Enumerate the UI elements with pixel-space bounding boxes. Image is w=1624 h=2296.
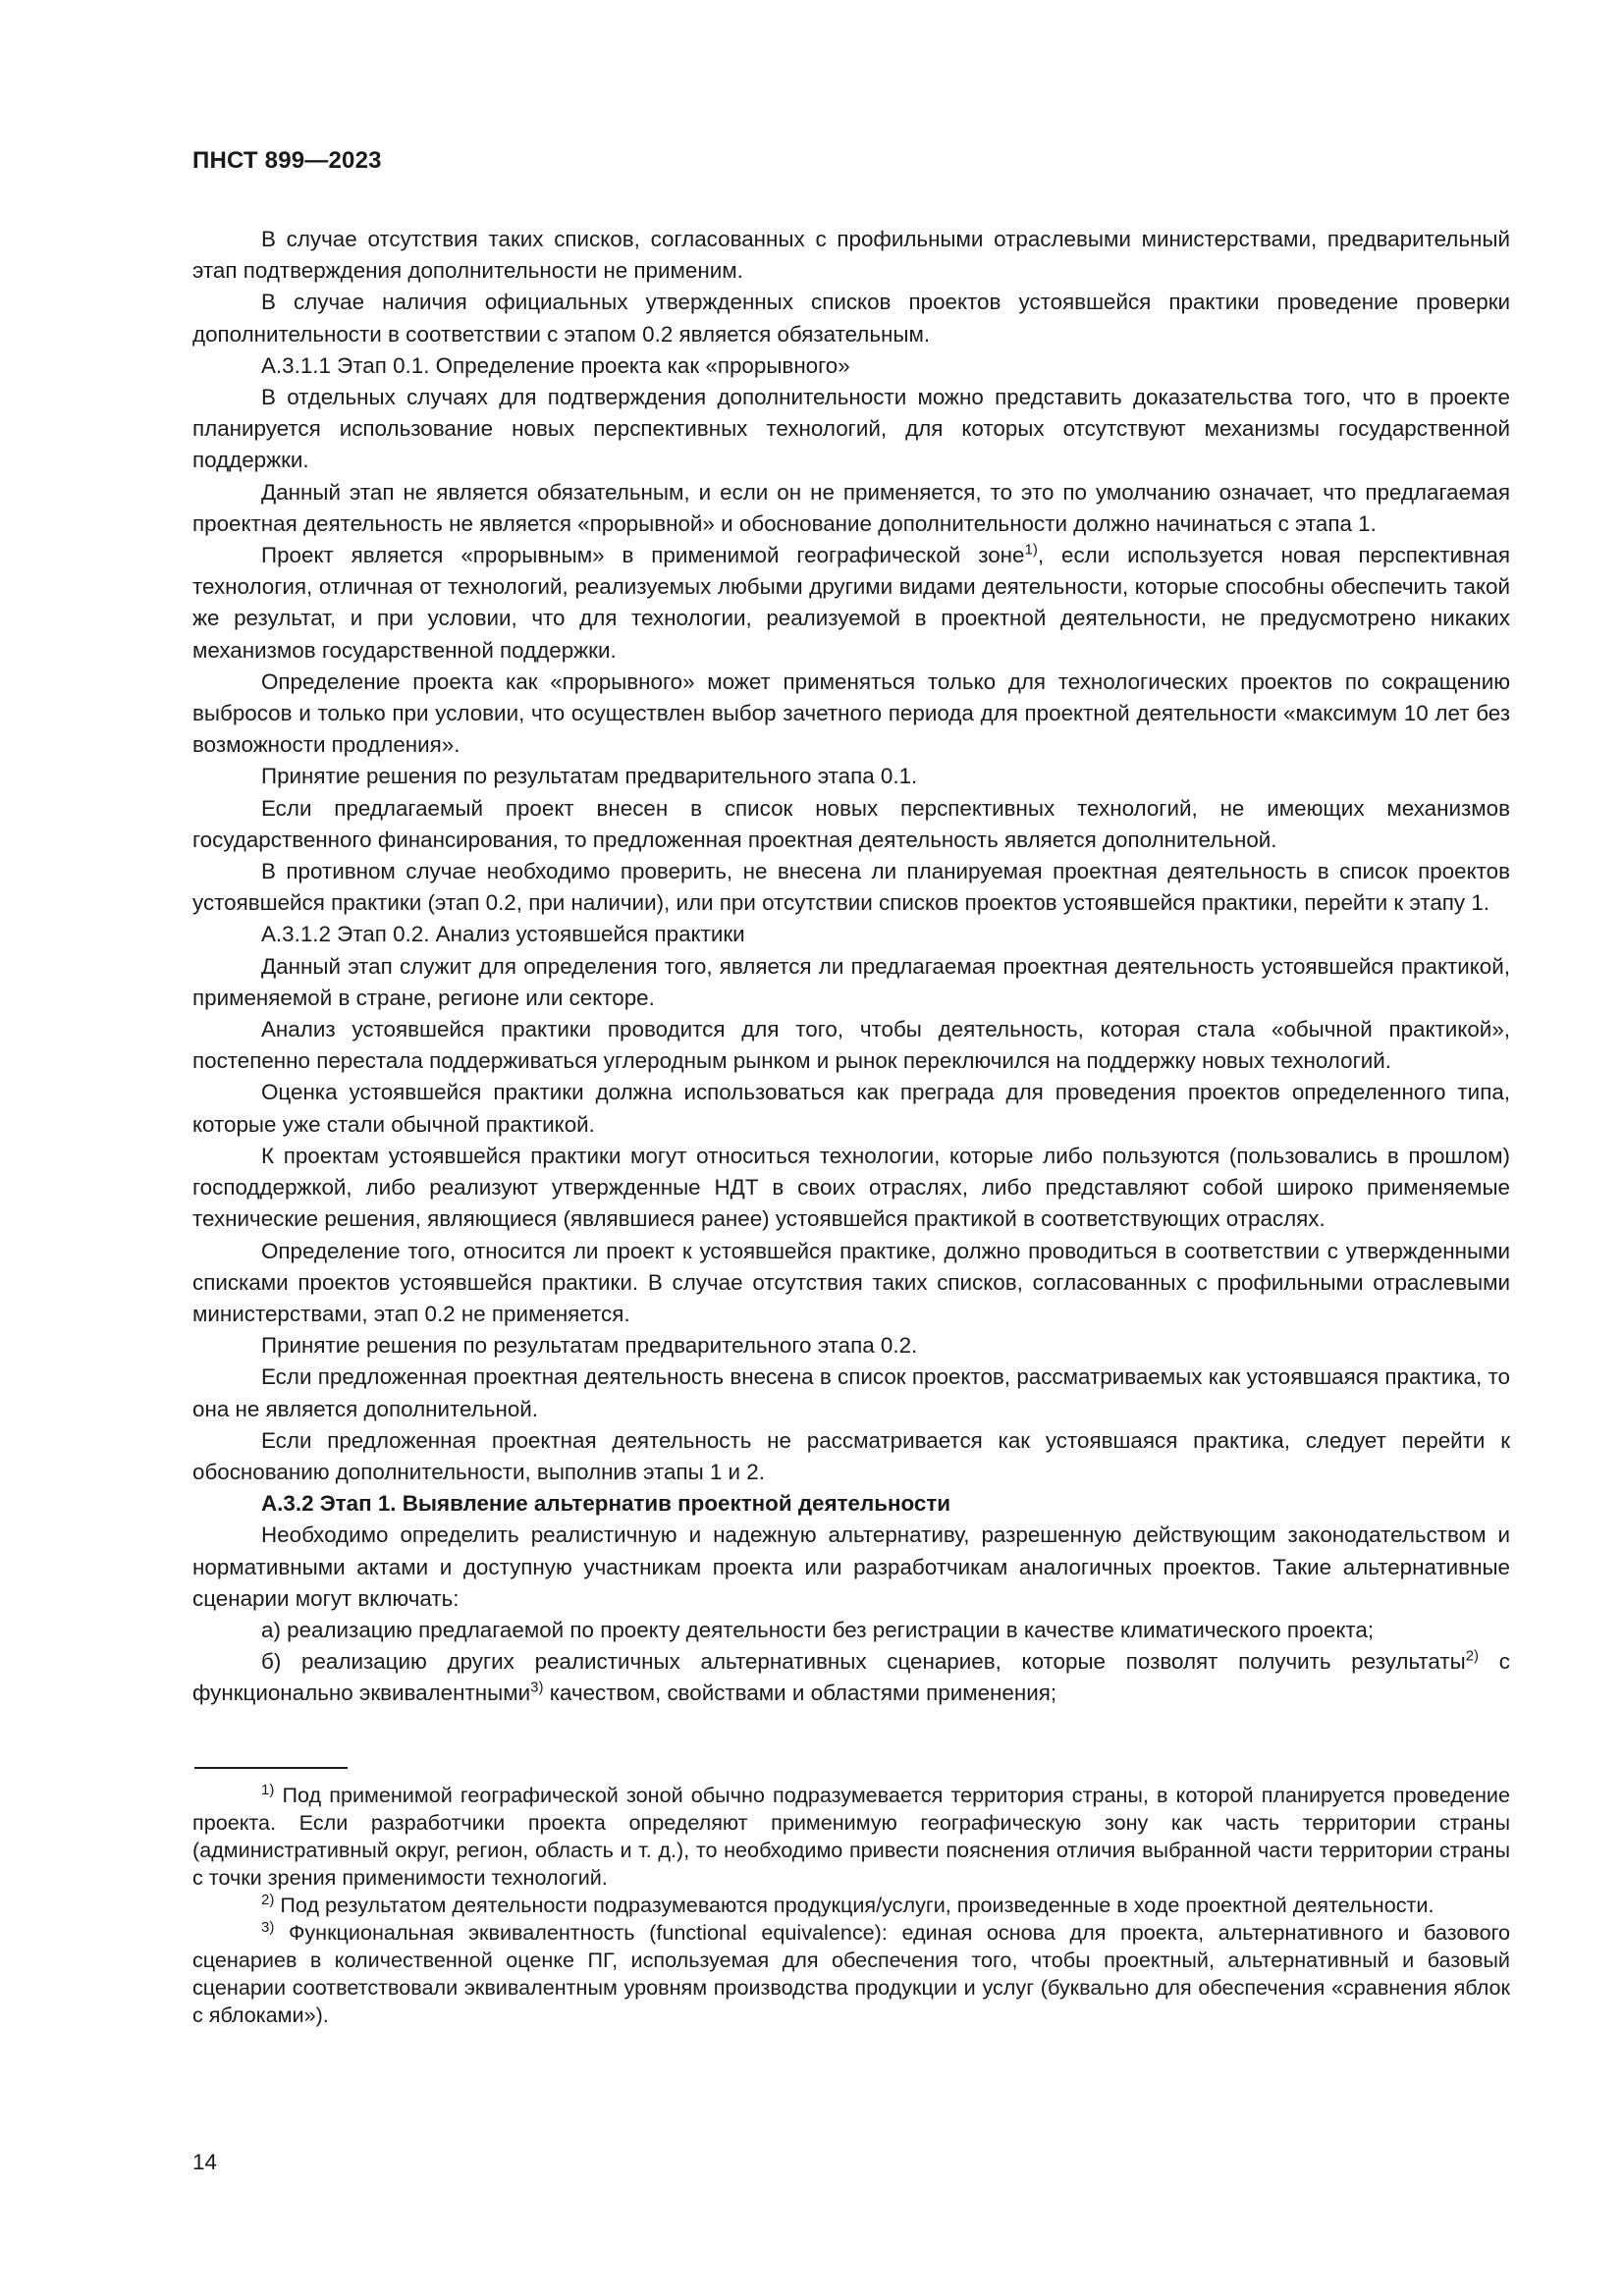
paragraph: Определение проекта как «прорывного» может применяться только для технологических проектов по сокращению выбросов и только при условии, что осуществлен выбор зачетного периода для проектной деятельности «максимум 10 лет без возможности продления».	[192, 668, 1510, 758]
footnote-text: Под применимой географической зоной обычно подразумевается территория страны, в которой планируется проведение проекта. Если разработчики проекта определяют применимую географическую зону как часть территории страны (административный округ, регион, область и т. д.), то необходимо привести пояснения отличия выбранной части территории страны с точки зрения применимости технологий.	[192, 1783, 1510, 1890]
paragraph: Принятие решения по результатам предварительного этапа 0.2.	[261, 1333, 918, 1359]
paragraph-with-footnote-1	[192, 540, 1510, 667]
footnote-mark: 2)	[261, 1891, 275, 1908]
footnotes	[192, 1782, 1510, 2029]
paragraph: Анализ устоявшейся практики проводится для того, чтобы деятельность, которая стала «обычной практикой», постепенно перестала поддерживаться углеродным рынком и рынок переключился на поддержку новых технологий.	[192, 1017, 1510, 1074]
section-heading-a-3-2: А.3.2 Этап 1. Выявление альтернатив проектной деятельности	[261, 1491, 951, 1517]
paragraph-text: , если используется новая перспективная технология, отличная от технологий, реализуемых любыми другими видами деятельности, которые способны обеспечить такой же результат, и при условии, что для технологии, реализуемой в проектной деятельности, не предусмотрено никаких механизмов государственной поддержки.	[192, 543, 1510, 663]
paragraph: Определение того, относится ли проект к устоявшейся практике, должно проводиться в соответствии с утвержденными списками проектов устоявшейся практики. В случае отсутствия таких списков, согласованных с профильными отраслевыми министерствами, этап 0.2 не применяется.	[192, 1238, 1510, 1326]
paragraph-text: качеством, свойствами и областями применения;	[543, 1681, 1057, 1706]
footnote-text: Функциональная эквивалентность (functional equivalence): единая основа для проекта, альтернативного и базового сценариев в количественной оценке ПГ, используемая для обеспечения того, чтобы проектный, альтернативный и базовый сценарии соответствовали эквивалентным уровням производства продукции и услуг (буквально для обеспечения «сравнения яблок с яблоками»).	[192, 1920, 1510, 2027]
paragraph-text: Проект является «прорывным» в применимой географической зоне	[261, 543, 1025, 568]
paragraph: Если предложенная проектная деятельность внесена в список проектов, рассматриваемых как устоявшаяся практика, то она не является дополнительной.	[192, 1364, 1510, 1421]
paragraph-text: б) реализацию других реалистичных альтернативных сценариев, которые позволят получить результаты	[261, 1649, 1466, 1675]
paragraph: Данный этап служит для определения того, является ли предлагаемая проектная деятельность устоявшейся практикой, применяемой в стране, регионе или секторе.	[192, 953, 1510, 1010]
paragraph: Если предлагаемый проект внесен в список новых перспективных технологий, не имеющих механизмов государственного финансирования, то предложенная проектная деятельность является дополнительной.	[192, 795, 1510, 852]
paragraph: Если предложенная проектная деятельность не рассматривается как устоявшаяся практика, следует перейти к обоснованию дополнительности, выполнив этапы 1 и 2.	[192, 1427, 1510, 1484]
document-code-header: ПНСТ 899—2023	[192, 147, 382, 174]
footnote-ref-1[interactable]: 1)	[1024, 541, 1038, 559]
paragraph: Необходимо определить реалистичную и надежную альтернативу, разрешенную действующим законодательством и нормативными актами и доступную участникам проекта или разработчикам аналогичных проектов. Такие альтернативные сценарии могут включать:	[192, 1522, 1510, 1611]
paragraph: К проектам устоявшейся практики могут относиться технологии, которые либо пользуются (пользовались в прошлом) господдержкой, либо реализуют утвержденные НДТ в своих отраслях, либо представляют собой широко применяемые технические решения, являющиеся (являвшиеся ранее) устоявшейся практикой в соответствующих отраслях.	[192, 1143, 1510, 1232]
list-item-a: а) реализацию предлагаемой по проекту деятельности без регистрации в качестве климатического проекта;	[261, 1617, 1375, 1642]
list-item-b	[192, 1646, 1510, 1709]
footnote-1	[192, 1782, 1510, 1892]
paragraph: В случае отсутствия таких списков, согласованных с профильными отраслевыми министерствами, предварительный этап подтверждения дополнительности не применим.	[192, 227, 1510, 284]
subsection-title-0-1: А.3.1.1 Этап 0.1. Определение проекта как «прорывного»	[261, 352, 850, 378]
footnote-ref-3[interactable]: 3)	[530, 1679, 544, 1696]
footnote-3	[192, 1919, 1510, 2029]
body-text	[192, 224, 1510, 1710]
paragraph: Данный этап не является обязательным, и если он не применяется, то это по умолчанию означает, что предлагаемая проектная деятельность не является «прорывной» и обоснование дополнительности должно начинаться с этапа 1.	[192, 479, 1510, 536]
paragraph: В отдельных случаях для подтверждения дополнительности можно представить доказательства того, что в проекте планируется использование новых перспективных технологий, для которых отсутствуют механизмы государственной поддержки.	[192, 385, 1510, 473]
paragraph-text: с функционально эквивалентными	[192, 1649, 1510, 1706]
footnote-2	[192, 1892, 1510, 1919]
subsection-title-0-2: А.3.1.2 Этап 0.2. Анализ устоявшейся практики	[261, 922, 745, 947]
footnote-mark: 3)	[261, 1918, 275, 1936]
paragraph: Принятие решения по результатам предварительного этапа 0.1.	[261, 764, 918, 789]
paragraph: В противном случае необходимо проверить, не внесена ли планируемая проектная деятельность в список проектов устоявшейся практики (этап 0.2, при наличии), или при отсутствии списков проектов устоявшейся практики, перейти к этапу 1.	[192, 859, 1510, 916]
footnote-divider	[194, 1767, 348, 1769]
footnote-mark: 1)	[261, 1781, 275, 1798]
page-number: 14	[192, 2150, 217, 2174]
footnote-ref-2[interactable]: 2)	[1465, 1647, 1480, 1665]
paragraph: Оценка устоявшейся практики должна использоваться как преграда для проведения проектов определенного типа, которые уже стали обычной практикой.	[192, 1080, 1510, 1137]
footnote-text: Под результатом деятельности подразумеваются продукция/услуги, произведенные в ходе проектной деятельности.	[274, 1893, 1435, 1917]
paragraph: В случае наличия официальных утвержденных списков проектов устоявшейся практики проведение проверки дополнительности в соответствии с этапом 0.2 является обязательным.	[192, 290, 1510, 347]
